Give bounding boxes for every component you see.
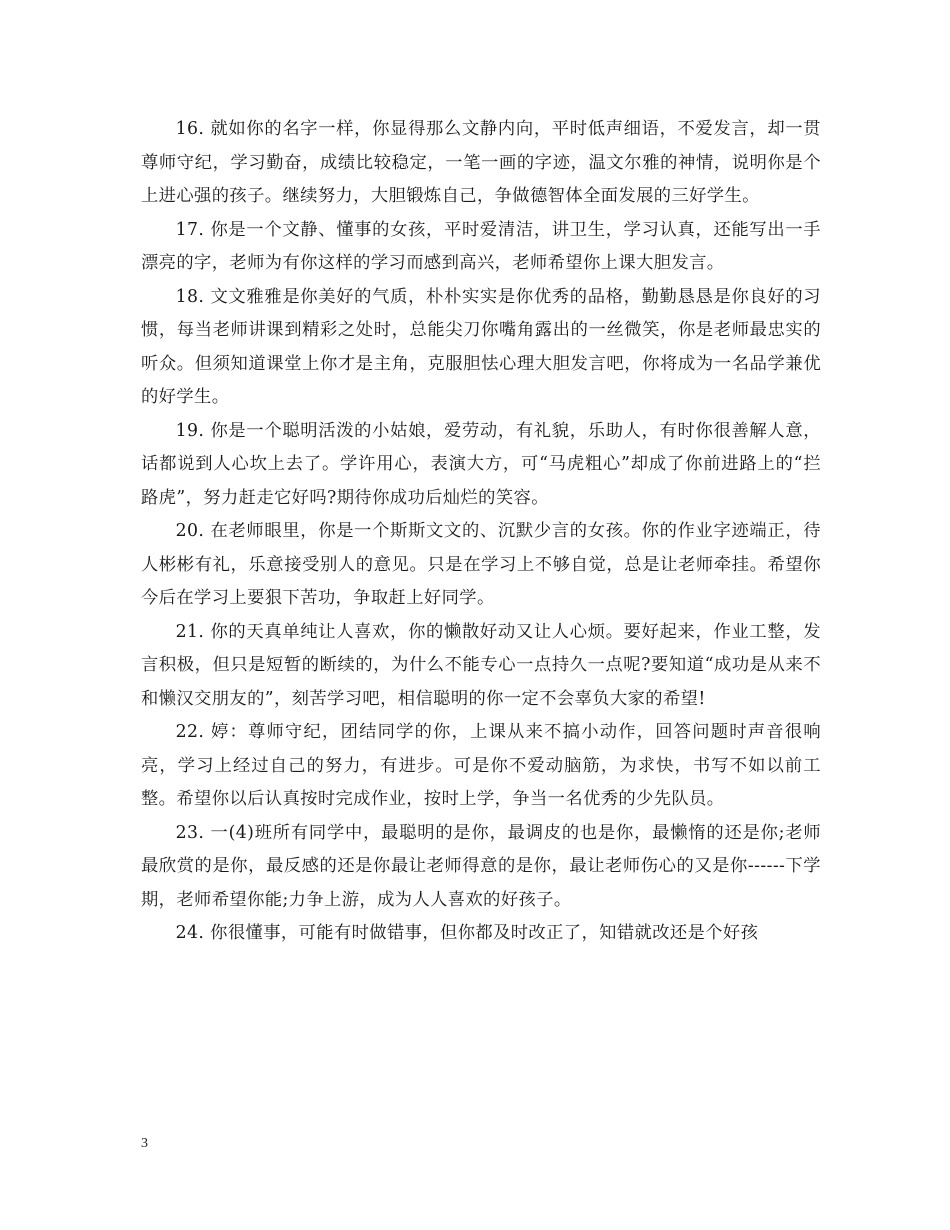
- paragraph-17: 17. 你是一个文静、懂事的女孩，平时爱清洁，讲卫生，学习认真，还能写出一手漂亮的字，老师为有你这样的学习而感到高兴，老师希望你上课大胆发言。: [141, 219, 821, 273]
- paragraph-18: 18. 文文雅雅是你美好的气质，朴朴实实是你优秀的品格，勤勤恳恳是你良好的习惯，每当老师讲课到精彩之处时，总能尖刀你嘴角露出的一丝微笑，你是老师最忠实的听众。但须知道课堂上你才是主角，克服胆怯心理大胆发言吧，你将成为一名品学兼优的好学生。: [141, 286, 821, 407]
- paragraph-20: 20. 在老师眼里，你是一个斯斯文文的、沉默少言的女孩。你的作业字迹端正，待人彬彬有礼，乐意接受别人的意见。只是在学习上不够自觉，总是让老师牵挂。希望你今后在学习上要狠下苦功，争取赶上好同学。: [141, 521, 821, 608]
- page-number: 3: [141, 1136, 148, 1151]
- paragraph-21: 21. 你的天真单纯让人喜欢，你的懒散好动又让人心烦。要好起来，作业工整，发言积极，但只是短暂的断续的，为什么不能专心一点持久一点呢?要知道“成功是从来不和懒汉交朋友的”，刻苦学习吧，相信聪明的你一定不会辜负大家的希望!: [141, 621, 821, 709]
- document-body: [141, 113, 821, 951]
- paragraph-19: 19. 你是一个聪明活泼的小姑娘，爱劳动，有礼貌，乐助人，有时你很善解人意，话都说到人心坎上去了。学许用心，表演大方，可“马虎粗心”却成了你前进路上的“拦路虎”，努力赶走它好吗?期待你成功后灿烂的笑容。: [141, 420, 821, 508]
- paragraph-23: 23. 一(4)班所有同学中，最聪明的是你，最调皮的也是你，最懒惰的还是你;老师最欣赏的是你，最反感的还是你最让老师得意的是你，最让老师伤心的又是你------下学期，老师希望你能;力争上游，成为人人喜欢的好孩子。: [141, 822, 821, 910]
- paragraph-16: 16. 就如你的名字一样，你显得那么文静内向，平时低声细语，不爱发言，却一贯尊师守纪，学习勤奋，成绩比较稳定，一笔一画的字迹，温文尔雅的神情，说明你是个上进心强的孩子。继续努力，大胆锻炼自己，争做德智体全面发展的三好学生。: [141, 119, 821, 206]
- paragraph-24: 24. 你很懂事，可能有时做错事，但你都及时改正了，知错就改还是个好孩: [175, 923, 759, 943]
- paragraph-22: 22. 婷：尊师守纪，团结同学的你，上课从来不搞小动作，回答问题时声音很响亮，学习上经过自己的努力，有进步。可是你不爱动脑筋，为求快，书写不如以前工整。希望你以后认真按时完成作业，按时上学，争当一名优秀的少先队员。: [141, 722, 821, 809]
